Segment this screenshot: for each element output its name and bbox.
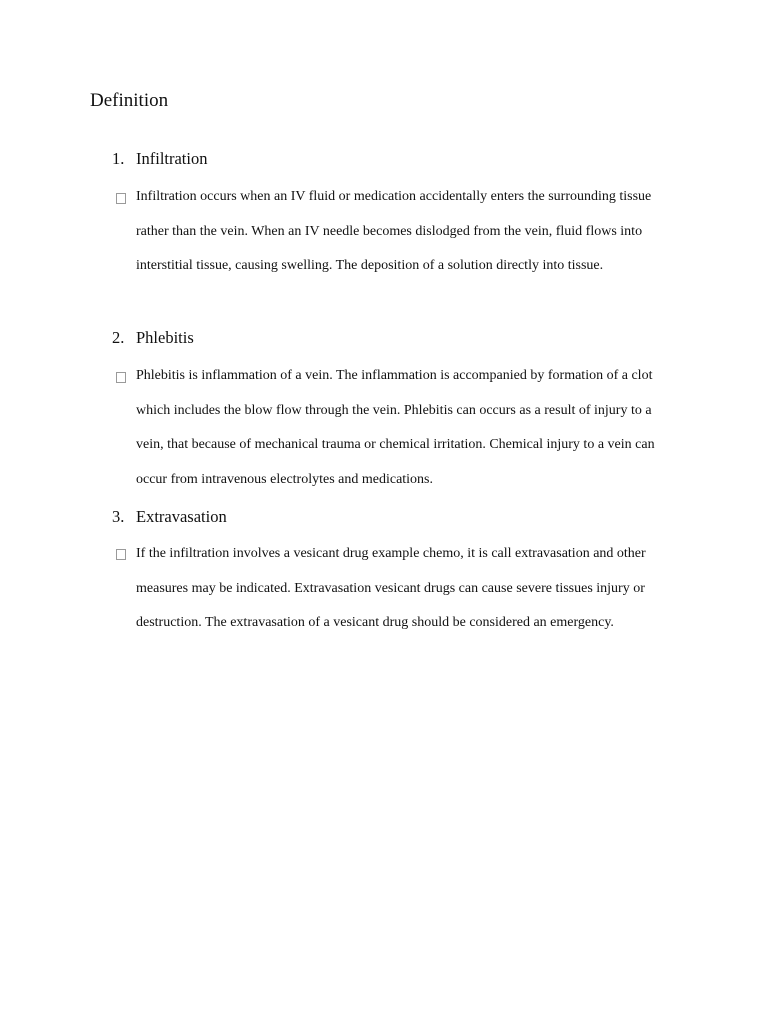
section-heading-text: Infiltration: [136, 149, 208, 168]
section-heading-text: Phlebitis: [136, 328, 194, 347]
section-number: 3.: [112, 507, 125, 526]
section-heading-extravasation: [112, 506, 227, 528]
section-body-extravasation: If the infiltration involves a vesicant drug example chemo, it is call extravasation and other measures may be indicated. Extravasation vesicant drugs can cause severe tissues injury or destruction. The extravasation of a vesicant drug should be considered an emergency.: [136, 546, 646, 631]
bullet-box-icon: [116, 372, 126, 383]
section-heading-phlebitis: [112, 327, 194, 349]
section-body-infiltration: Infiltration occurs when an IV fluid or medication accidentally enters the surrounding tissue rather than the vein. When an IV needle becomes dislodged from the vein, fluid flows into interstitial tissue, causing swelling. The deposition of a solution directly into tissue.: [136, 189, 652, 274]
bullet-box-icon: [116, 549, 126, 560]
section-body-phlebitis: Phlebitis is inflammation of a vein. The inflammation is accompanied by formation of a clot which includes the blow flow through the vein. Phlebitis can occurs as a result of injury to a vein, that because of mechanical trauma or chemical irritation. Chemical injury to a vein can occur from intravenous electrolytes and medications.: [136, 368, 655, 487]
section-number: 1.: [112, 149, 125, 168]
section-heading-text: Extravasation: [136, 507, 227, 526]
page-title: Definition: [90, 90, 169, 111]
bullet-box-icon: [116, 193, 126, 204]
section-number: 2.: [112, 328, 125, 347]
section-heading-infiltration: [112, 148, 207, 170]
